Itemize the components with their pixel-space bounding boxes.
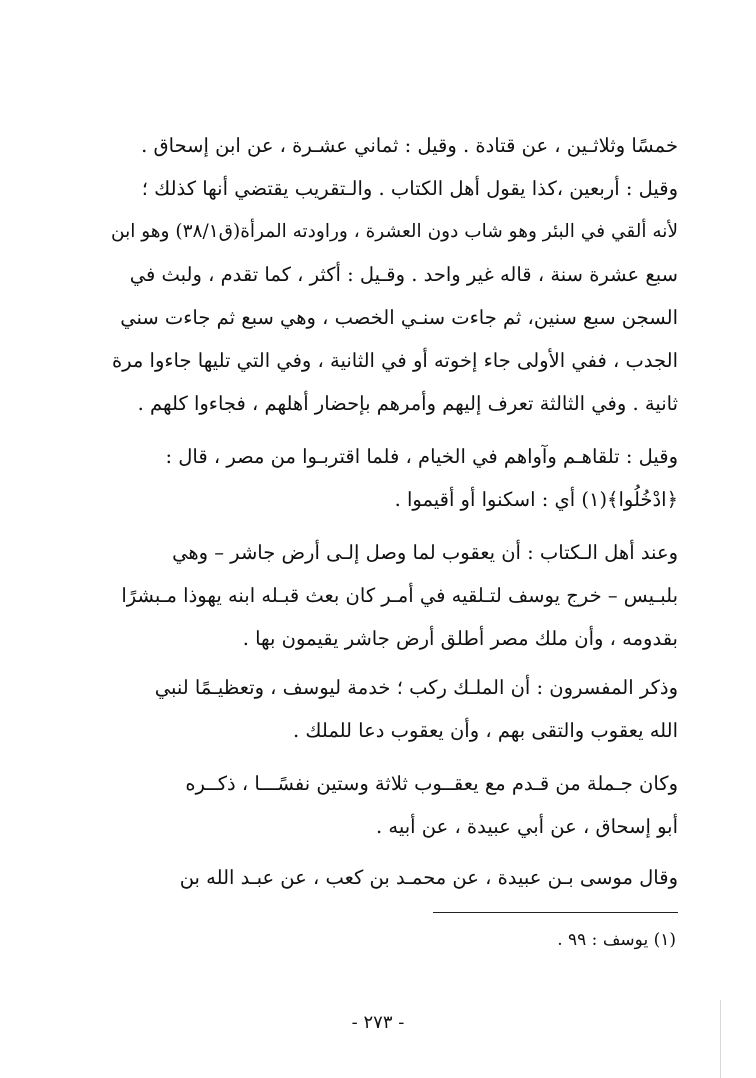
- text-line: أبو إسحاق ، عن أبي عبيدة ، عن أبيه .: [375, 815, 678, 838]
- page-number: - ٢٧٣ -: [351, 1012, 405, 1033]
- text-line: الله يعقوب والتقى بهم ، وأن يعقوب دعا للملك .: [293, 719, 678, 742]
- text-line: سبع عشرة سنة ، قاله غير واحد . وقـيل : أكثر ، كما تقدم ، ولبث في: [129, 263, 678, 286]
- footnote-separator: [433, 912, 678, 913]
- text-line: السجن سبع سنين، ثم جاءت سنـي الخصب ، وهي سبع ثم جاءت سني: [120, 306, 678, 329]
- text-line: وقال موسى بـن عبيدة ، عن محمـد بن كعب ، عن عبـد الله بن: [179, 866, 678, 889]
- text-line: ﴿ادْخُلُوا﴾(١) أي : اسكنوا أو أقيموا .: [394, 488, 678, 511]
- text-line: بقدومه ، وأن ملك مصر أطلق أرض جاشر يقيمون بها .: [242, 627, 678, 650]
- text-line: وذكر المفسرون : أن الملـك ركب ؛ خدمة ليوسف ، وتعظيـمًا لنبي: [154, 676, 678, 699]
- text-line: وقيل : تلقاهـم وآواهم في الخيام ، فلما اقتربـوا من مصر ، قال :: [165, 445, 678, 468]
- footnote: (١) يوسف : ٩٩ .: [557, 930, 676, 950]
- text-line: وقيل : أربعين ،كذا يقول أهل الكتاب . والـتقريب يقتضي أنها كذلك ؛: [141, 177, 678, 200]
- text-line: الجدب ، ففي الأولى جاء إخوته أو في الثانية ، وفي التي تليها جاءوا مرة: [111, 349, 678, 372]
- text-line: لأنه ألقي في البئر وهو شاب دون العشرة ، وراودته المرأة(ق٣٨/١) وهو ابن: [110, 221, 678, 242]
- text-line: خمسًا وثلاثـين ، عن قتادة . وقيل : ثماني عشـرة ، عن ابن إسحاق .: [141, 134, 678, 157]
- text-line: وعند أهل الـكتاب : أن يعقوب لما وصل إلـى أرض جاشر – وهي: [172, 541, 678, 564]
- text-line: بلبـيس – خرج يوسف لتـلقيه في أمـر كان بعث قبـله ابنه يهوذا مـبشرًا: [121, 584, 678, 607]
- text-line: وكان جـملة من قـدم مع يعقــوب ثلاثة وستين نفسًـــا ، ذكــره: [185, 772, 678, 795]
- text-line: ثانية . وفي الثالثة تعرف إليهم وأمرهم بإحضار أهلهم ، فجاءوا كلهم .: [137, 392, 678, 415]
- scan-margin-mark: [720, 1000, 721, 1078]
